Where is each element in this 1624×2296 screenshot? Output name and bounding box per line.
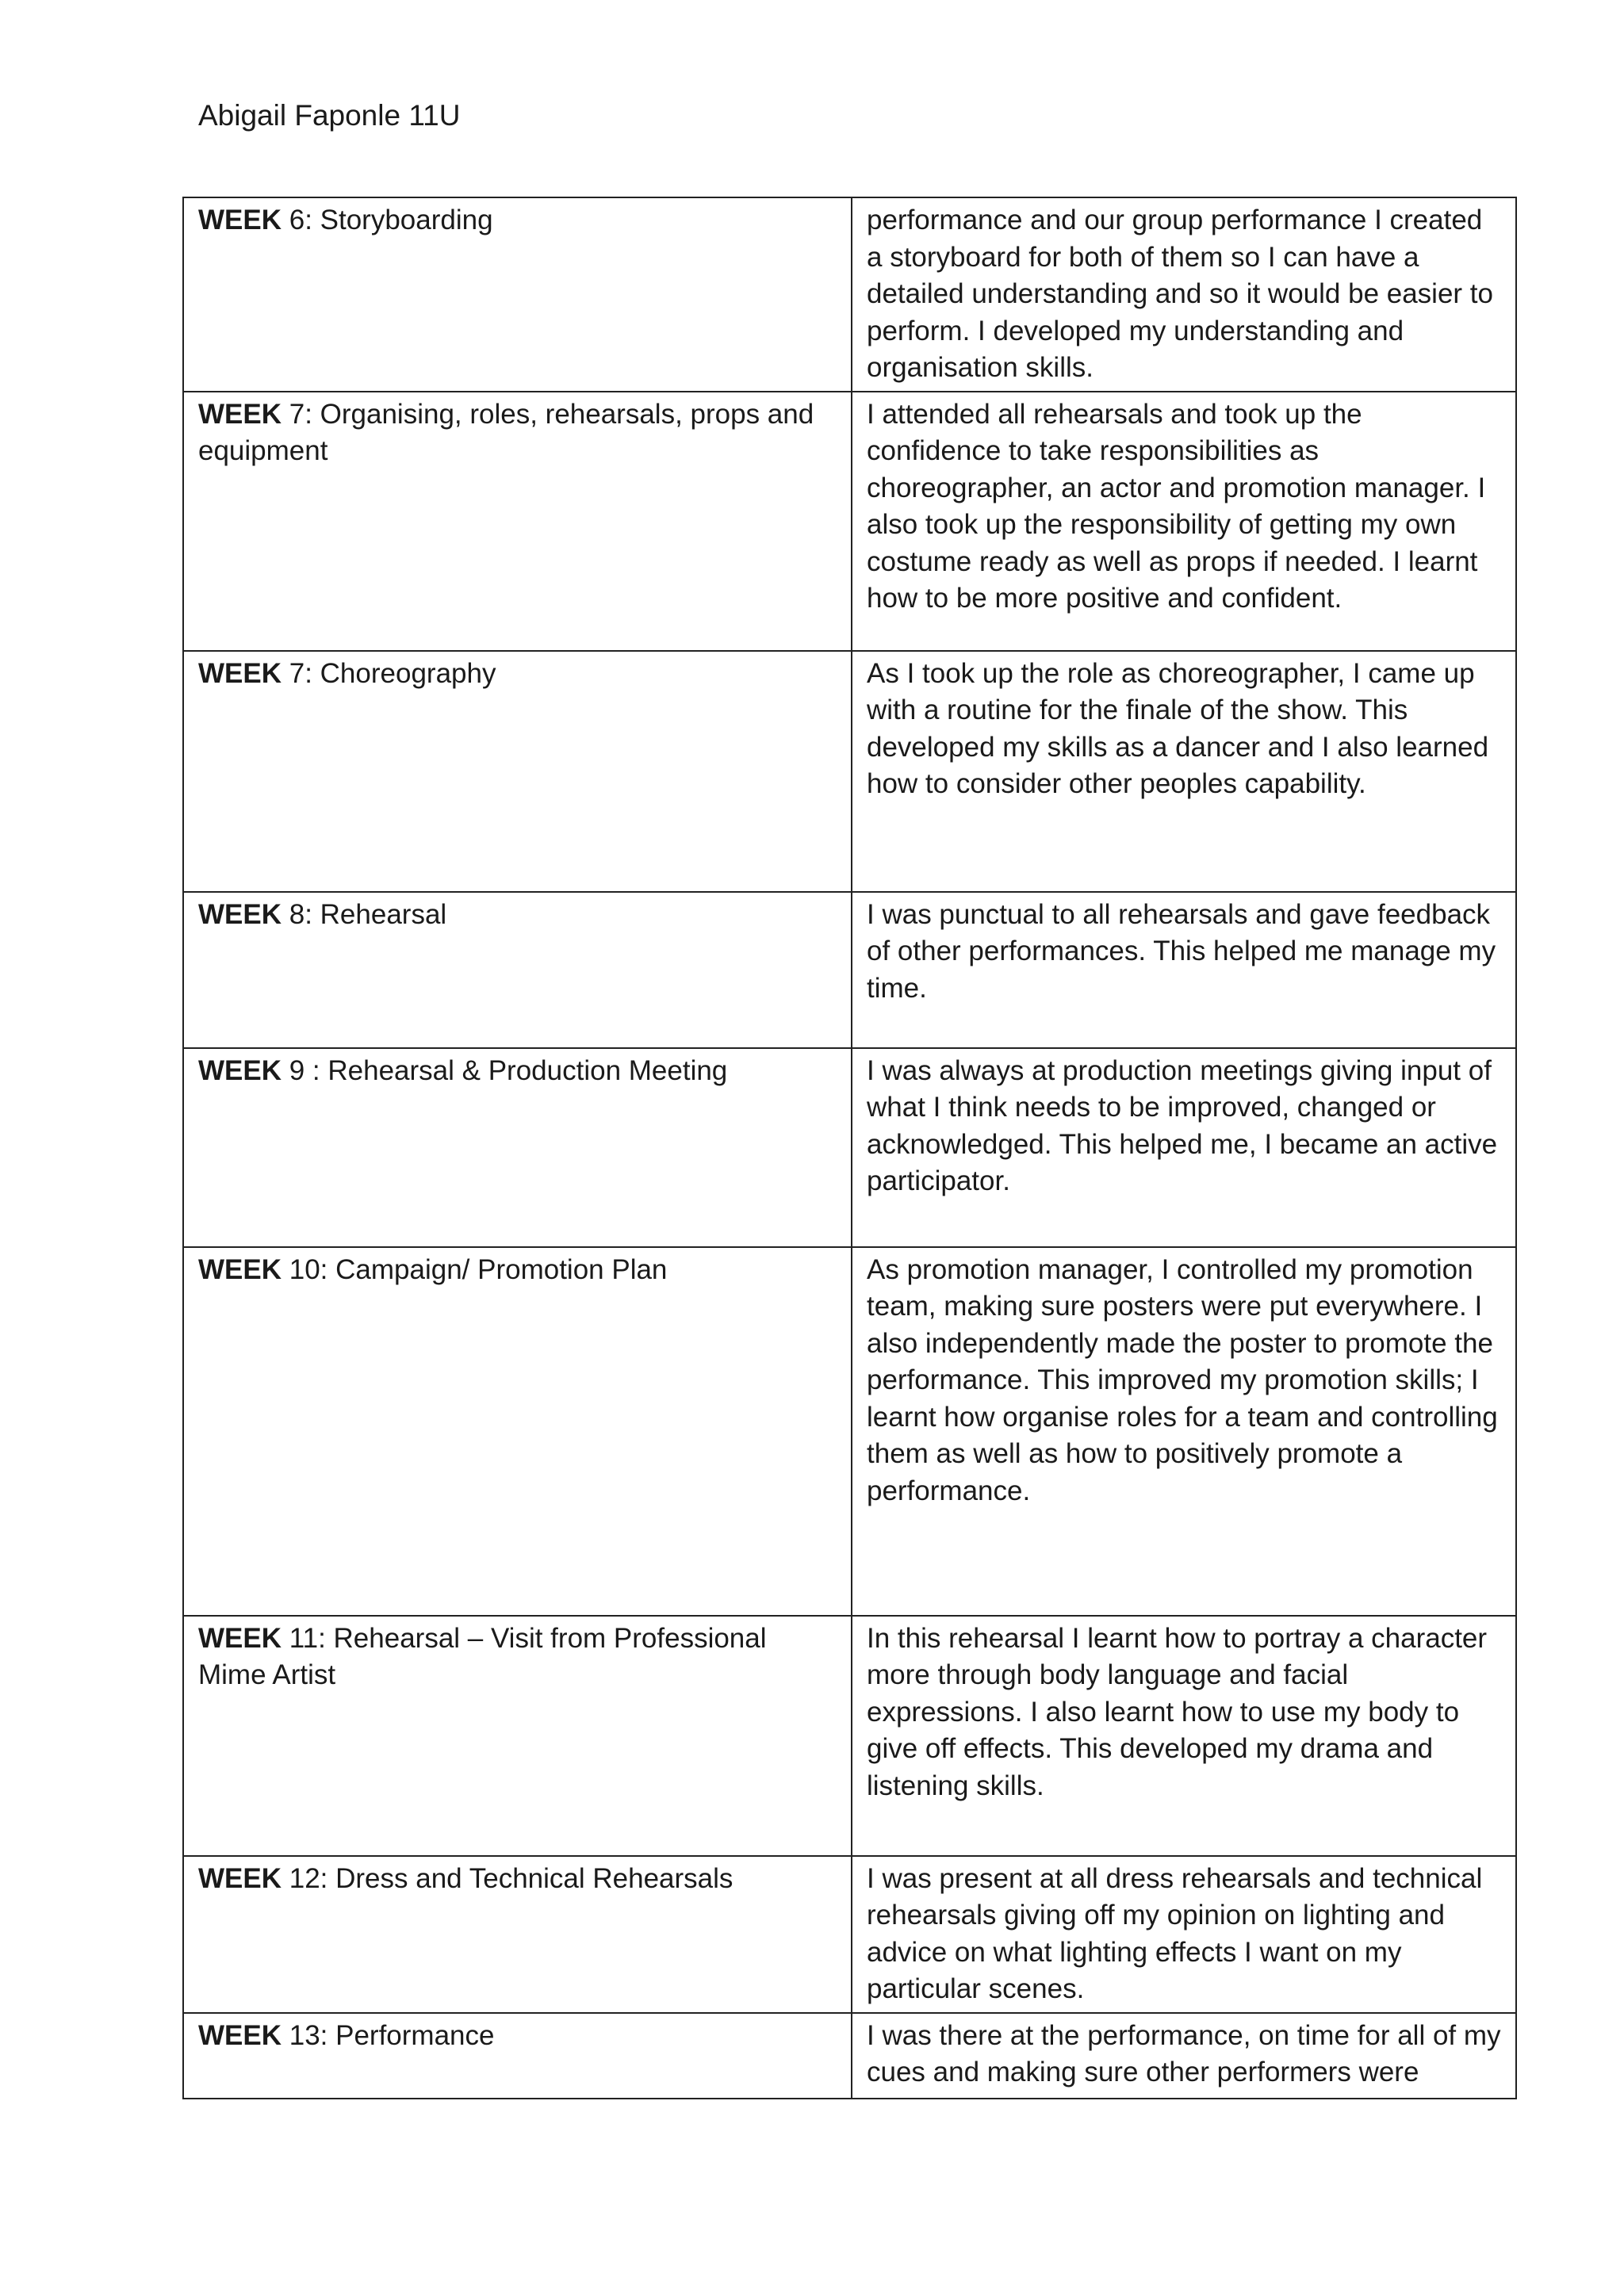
week-label: WEEK	[198, 1054, 282, 1086]
week-number: 7	[289, 398, 305, 430]
week-cell	[183, 651, 852, 892]
weekly-log-table	[182, 197, 1517, 2099]
week-label: WEEK	[198, 205, 282, 235]
week-label: WEEK	[198, 1862, 282, 1894]
week-number: 6	[289, 205, 305, 235]
week-title: : Rehearsal – Visit from Professional Mime Artist	[198, 1622, 767, 1690]
description-cell: I attended all rehearsals and took up the confidence to take responsibilities as choreographer, an actor and promotion manager. I also took up the responsibility of getting my own costume ready as well as props if needed. I learnt how to be more positive and confident.	[852, 392, 1516, 651]
description-cell: I was present at all dress rehearsals and technical rehearsals giving off my opinion on lighting and advice on what lighting effects I want on my particular scenes.	[852, 1856, 1516, 2013]
week-cell	[183, 892, 852, 1048]
description-cell: I was there at the performance, on time for all of my cues and making sure other performers were	[852, 2013, 1516, 2099]
table-row	[183, 197, 1516, 392]
week-label: WEEK	[198, 898, 282, 930]
week-number: 12	[289, 1862, 320, 1894]
week-label: WEEK	[198, 657, 282, 689]
table-row	[183, 2013, 1516, 2099]
page-header-author: Abigail Faponle 11U	[198, 99, 461, 132]
week-label: WEEK	[198, 398, 282, 430]
week-cell	[183, 197, 852, 392]
description-cell: As promotion manager, I controlled my promotion team, making sure posters were put everywhere. I also independently made the poster to promote the performance. This improved my promotion skills; I learnt how organise roles for a team and controlling them as well as how to positively promote a performance.	[852, 1247, 1516, 1616]
week-number: 13	[289, 2019, 320, 2051]
week-cell	[183, 1048, 852, 1247]
week-cell	[183, 1616, 852, 1856]
table-row	[183, 1048, 1516, 1247]
description-cell: I was always at production meetings giving input of what I think needs to be improved, changed or acknowledged. This helped me, I became an active participator.	[852, 1048, 1516, 1247]
table-row	[183, 892, 1516, 1048]
week-cell	[183, 392, 852, 651]
table-row	[183, 1856, 1516, 2013]
week-title: : Rehearsal & Production Meeting	[304, 1054, 728, 1086]
table-row	[183, 1616, 1516, 1856]
table-row	[183, 392, 1516, 651]
description-cell: performance and our group performance I created a storyboard for both of them so I can have a detailed understanding and so it would be easier to perform. I developed my understanding and organisation skills.	[852, 197, 1516, 392]
week-title: : Campaign/ Promotion Plan	[320, 1253, 668, 1285]
description-cell: As I took up the role as choreographer, I came up with a routine for the finale of the show. This developed my skills as a dancer and I also learned how to consider other peoples capability.	[852, 651, 1516, 892]
week-title: : Dress and Technical Rehearsals	[320, 1862, 733, 1894]
week-title: : Organising, roles, rehearsals, props and equipment	[198, 398, 814, 466]
week-number: 8	[289, 898, 305, 930]
week-label: WEEK	[198, 1622, 282, 1654]
week-cell	[183, 2013, 852, 2099]
week-number: 7	[289, 657, 305, 689]
week-number: 9	[289, 1054, 305, 1086]
table-row	[183, 651, 1516, 892]
week-cell	[183, 1856, 852, 2013]
week-number: 11	[289, 1622, 319, 1654]
week-title: : Rehearsal	[304, 898, 447, 930]
week-label: WEEK	[198, 1253, 282, 1285]
description-cell: I was punctual to all rehearsals and gave feedback of other performances. This helped me manage my time.	[852, 892, 1516, 1048]
week-title: : Storyboarding	[304, 205, 493, 235]
week-label: WEEK	[198, 2019, 282, 2051]
week-title: : Choreography	[304, 657, 496, 689]
week-cell	[183, 1247, 852, 1616]
description-cell: In this rehearsal I learnt how to portray a character more through body language and facial expressions. I also learnt how to use my body to give off effects. This developed my drama and listening skills.	[852, 1616, 1516, 1856]
table-row	[183, 1247, 1516, 1616]
week-number: 10	[289, 1253, 320, 1285]
week-title: : Performance	[320, 2019, 495, 2051]
